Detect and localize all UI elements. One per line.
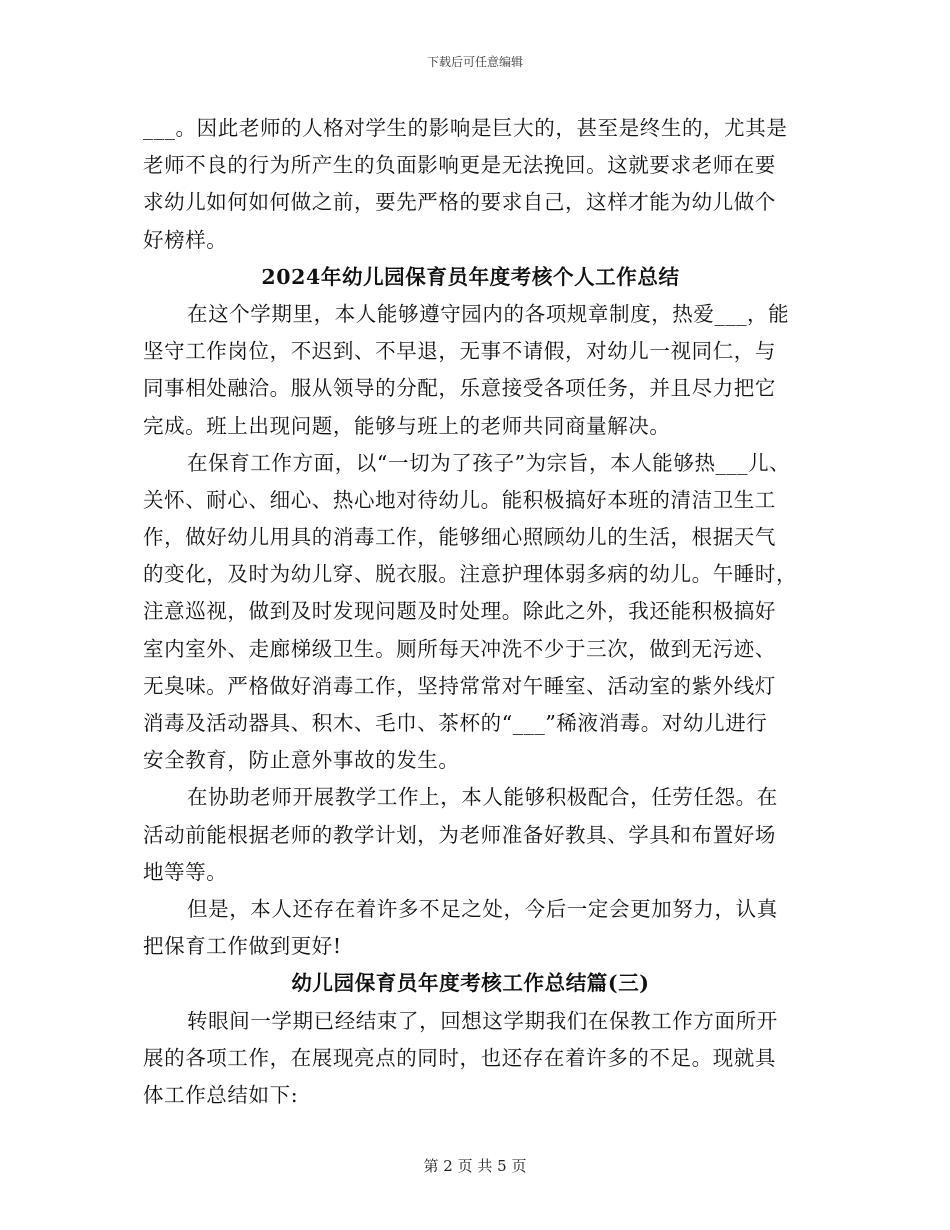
- paragraph-line: 体工作总结如下:: [143, 1082, 299, 1107]
- paragraph-line: 室内室外、走廊梯级卫生。厕所每天冲洗不少于三次，做到无污迹、: [143, 636, 776, 661]
- section-heading: 幼儿园保育员年度考核工作总结篇(三): [291, 971, 650, 996]
- paragraph-line: 把保育工作做到更好!: [143, 934, 342, 959]
- paragraph-line: 消毒及活动器具、积木、毛巾、茶杯的“___”稀液消毒。对幼儿进行: [143, 711, 768, 735]
- paragraph-line: 转眼间一学期已经结束了，回想这学期我们在保教工作方面所开: [187, 1008, 778, 1033]
- paragraph-line: 但是，本人还存在着许多不足之处，今后一定会更加努力，认真: [187, 896, 778, 921]
- paragraph-line: 关怀、耐心、细心、热心地对待幼儿。能积极搞好本班的清洁卫生工: [143, 487, 776, 512]
- paragraph-line: 在这个学期里，本人能够遵守园内的各项规章制度，热爱___，能: [187, 301, 790, 326]
- header-note: 下载后可任意编辑: [426, 55, 523, 69]
- paragraph-line: 作，做好幼儿用具的消毒工作，能够细心照顾幼儿的生活，根据天气: [143, 525, 776, 550]
- paragraph-line: 坚守工作岗位，不迟到、不早退，无事不请假，对幼儿一视同仁，与: [143, 339, 776, 364]
- paragraph-line: 展的各项工作，在展现亮点的同时，也还存在着许多的不足。现就具: [143, 1045, 776, 1070]
- paragraph-line: 地等等。: [143, 859, 228, 884]
- section-heading: 2024年幼儿园保育员年度考核个人工作总结: [261, 264, 680, 289]
- paragraph-line: 完成。班上出现问题，能够与班上的老师共同商量解决。: [143, 413, 671, 438]
- paragraph-line: 在保育工作方面，以“一切为了孩子”为宗旨，本人能够热___儿、: [187, 450, 791, 475]
- paragraph-line: 在协助老师开展教学工作上，本人能够积极配合，任劳任怨。在: [187, 785, 778, 810]
- paragraph-line: 老师不良的行为所产生的负面影响更是无法挽回。这就要求老师在要: [143, 153, 776, 178]
- paragraph-line: ___。因此老师的人格对学生的影响是巨大的，甚至是终生的，尤其是: [143, 116, 788, 140]
- paragraph-line: 好榜样。: [143, 227, 228, 252]
- paragraph-line: 求幼儿如何如何做之前，要先严格的要求自己，这样才能为幼儿做个: [143, 190, 776, 215]
- document-body: [143, 110, 818, 1114]
- page-number: 第 2 页 共 5 页: [423, 1157, 527, 1175]
- paragraph-line: 注意巡视，做到及时发现问题及时处理。除此之外，我还能积极搞好: [143, 599, 776, 624]
- paragraph-line: 的变化，及时为幼儿穿、脱衣服。注意护理体弱多病的幼儿。午睡时，: [143, 562, 798, 587]
- paragraph-line: 活动前能根据老师的教学计划，为老师准备好教具、学具和布置好场: [143, 822, 776, 847]
- paragraph-line: 安全教育，防止意外事故的发生。: [143, 748, 460, 773]
- paragraph-line: 无臭味。严格做好消毒工作，坚持常常对午睡室、活动室的紫外线灯: [143, 673, 776, 698]
- paragraph-line: 同事相处融洽。服从领导的分配，乐意接受各项任务，并且尽力把它: [143, 376, 776, 401]
